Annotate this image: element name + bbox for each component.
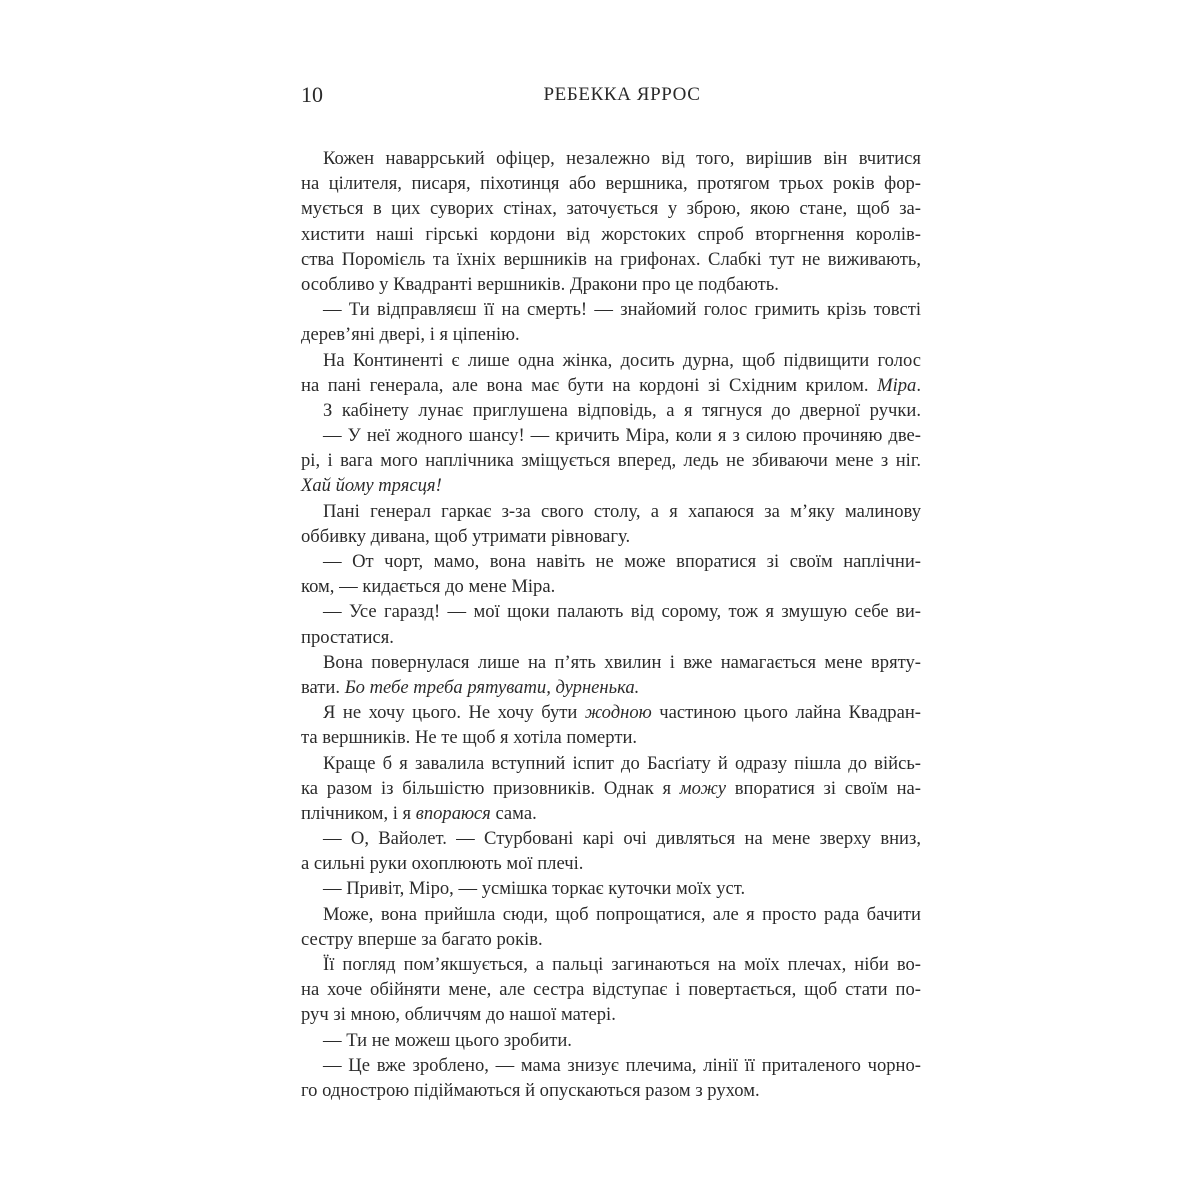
text-line-content	[323, 753, 921, 774]
text-run: Може, вона прийшла сюди, щоб попрощатися, але я просто рада бачити	[323, 903, 921, 925]
text-line	[301, 398, 921, 423]
text-line	[301, 473, 921, 498]
text-line	[301, 902, 921, 927]
text-line	[301, 876, 921, 901]
text-line	[301, 524, 921, 549]
text-line	[301, 549, 921, 574]
text-line	[301, 272, 921, 297]
text-line	[301, 373, 921, 398]
text-line-content	[301, 853, 583, 874]
text-run: сама.	[490, 802, 537, 824]
text-run: сестру вперше за багато років.	[301, 928, 543, 950]
text-line	[301, 348, 921, 373]
text-line-content	[301, 375, 921, 396]
text-line-content	[301, 627, 394, 648]
text-line	[301, 700, 921, 725]
text-line	[301, 599, 921, 624]
text-line-content	[301, 198, 921, 219]
text-run: .	[916, 374, 921, 396]
text-line	[301, 574, 921, 599]
text-run: Пані генерал гаркає з-за свого столу, а я хапаюся за м’яку малинову	[323, 500, 921, 522]
text-run: мується в цих суворих стінах, заточується у зброю, якою стане, щоб за-	[301, 198, 921, 220]
text-run: рі, і вага мого наплічника зміщується вперед, ледь не збиваючи мене з ніг.	[301, 450, 921, 472]
text-line	[301, 196, 921, 221]
text-run: Її погляд пом’якшується, а пальці загинаються на моїх плечах, ніби во-	[323, 954, 921, 975]
text-line-content	[301, 475, 442, 496]
text-line-content	[323, 601, 921, 622]
text-line	[301, 448, 921, 473]
text-run: — Привіт, Міро, — усмішка торкає куточки моїх уст.	[323, 878, 746, 900]
text-line-content	[323, 400, 921, 421]
text-line-content	[323, 904, 921, 925]
text-run: ства Поромієль та їхніх вершників на грифонах. Слабкі тут не виживають,	[301, 248, 921, 270]
text-line	[301, 247, 921, 272]
text-run: на хоче обійняти мене, але сестра відступає і повертається, щоб стати по-	[301, 979, 921, 1001]
text-line-content	[301, 979, 921, 1000]
text-line-content	[301, 324, 520, 345]
text-line-content	[301, 1004, 616, 1025]
text-line	[301, 826, 921, 851]
italic-text: Міра	[877, 374, 917, 396]
text-line-content	[301, 1080, 760, 1101]
text-run: впоратися зі своїм на-	[726, 777, 921, 799]
text-line-content	[323, 148, 921, 169]
text-line	[301, 1002, 921, 1027]
text-line	[301, 751, 921, 776]
text-line-content	[323, 1055, 921, 1076]
text-line-content	[323, 702, 921, 723]
text-line	[301, 977, 921, 1002]
text-line	[301, 725, 921, 750]
text-line-content	[301, 249, 921, 270]
italic-text: можу	[679, 777, 727, 799]
text-line	[301, 222, 921, 247]
text-run: частиною цього лайна Квадран-	[651, 702, 921, 724]
text-line-content	[323, 652, 921, 673]
text-line	[301, 801, 921, 826]
text-run: — Це вже зроблено, — мама знизує плечима, лінії її приталеного чорно-	[323, 1054, 921, 1076]
text-line-content	[301, 576, 555, 597]
text-run: простатися.	[301, 626, 394, 648]
italic-text: Хай йому трясця!	[301, 475, 442, 497]
text-run: Я не хочу цього. Не хочу бути	[323, 702, 585, 724]
text-line-content	[301, 450, 921, 471]
text-line	[301, 851, 921, 876]
text-run: на цілителя, писаря, піхотинця або вершника, протягом трьох років фор-	[301, 173, 921, 195]
text-line	[301, 1028, 921, 1053]
running-title-author: РЕБЕККА ЯРРОС	[543, 84, 701, 105]
text-run: на пані генерала, але вона має бути на кордоні зі Східним крилом.	[301, 374, 878, 396]
text-run: Вона повернулася лише на п’ять хвилин і вже намагається мене вряту-	[323, 651, 921, 673]
text-line-content	[301, 677, 639, 698]
text-line	[301, 297, 921, 322]
text-run: — Ти не можеш цього зробити.	[323, 1029, 572, 1051]
text-line-content	[323, 551, 921, 572]
text-run: плічником, і я	[301, 802, 416, 824]
page-number: 10	[301, 82, 323, 107]
text-run: го однострою підіймаються й опускаються разом з рухом.	[301, 1079, 760, 1101]
text-run: ком, — кидається до мене Міра.	[301, 576, 556, 598]
text-line-content	[323, 878, 745, 899]
text-run: — Ти відправляєш її на смерть! — знайомий голос гримить крізь товсті	[323, 299, 921, 321]
text-line-content	[301, 778, 921, 799]
text-line	[301, 322, 921, 347]
text-line-content	[301, 929, 543, 950]
text-line-content	[301, 274, 779, 295]
text-line	[301, 675, 921, 700]
text-line	[301, 776, 921, 801]
text-run: та вершників. Не те щоб я хотіла померти.	[301, 727, 638, 749]
text-line	[301, 499, 921, 524]
text-run: — От чорт, мамо, вона навіть не може впоратися зі своїм наплічни-	[323, 551, 921, 572]
text-line-content	[301, 224, 921, 245]
text-line-content	[301, 173, 921, 194]
text-line-content	[323, 350, 921, 371]
text-run: а сильні руки охоплюють мої плечі.	[301, 853, 584, 875]
text-line-content	[323, 954, 921, 975]
text-run: На Континенті є лише одна жінка, досить дурна, щоб підвищити голос	[323, 349, 921, 371]
text-line-content	[323, 501, 921, 522]
text-run: ка разом із більшістю призовників. Однак я	[301, 777, 680, 799]
text-run: З кабінету лунає приглушена відповідь, а я тягнуся до дверної ручки.	[323, 399, 921, 421]
text-line-content	[323, 425, 921, 446]
text-run: особливо у Квадранті вершників. Дракони про це подбають.	[301, 273, 779, 295]
text-line	[301, 423, 921, 448]
text-line-content	[301, 526, 630, 547]
text-run: Краще б я завалила вступний іспит до Басґіату й одразу пішла до війсь-	[323, 752, 921, 774]
text-line	[301, 1053, 921, 1078]
italic-text: Бо тебе треба рятувати, дурненька.	[344, 676, 640, 698]
text-line	[301, 1078, 921, 1103]
text-run: Кожен наваррський офіцер, незалежно від того, вирішив він вчитися	[323, 148, 921, 169]
text-line-content	[323, 299, 921, 320]
text-line	[301, 146, 921, 171]
text-run: оббивку дивана, щоб утримати рівновагу.	[301, 525, 631, 547]
text-line-content	[323, 1030, 572, 1051]
text-line	[301, 650, 921, 675]
text-run: дерев’яні двері, і я ціпенію.	[301, 324, 520, 346]
text-run: — О, Вайолет. — Стурбовані карі очі дивляться на мене зверху вниз,	[323, 828, 921, 850]
text-line-content	[323, 828, 921, 849]
italic-text: впораюся	[415, 802, 491, 824]
text-run: руч зі мною, обличчям до нашої матері.	[301, 1004, 616, 1026]
text-line-content	[301, 803, 537, 824]
italic-text: жодною	[584, 702, 652, 724]
text-run: хистити наші гірські кордони від жорстоких спроб вторгнення королів-	[301, 223, 921, 245]
text-run: — Усе гаразд! — мої щоки палають від сорому, тож я змушую себе ви-	[323, 601, 921, 623]
text-line	[301, 927, 921, 952]
text-line	[301, 952, 921, 977]
text-line-content	[301, 727, 637, 748]
text-run: — У неї жодного шансу! — кричить Міра, коли я з силою прочиняю две-	[323, 425, 921, 447]
text-line	[301, 171, 921, 196]
text-line	[301, 625, 921, 650]
body-text	[301, 146, 921, 1103]
page-header	[301, 80, 921, 110]
text-run: вати.	[301, 676, 345, 698]
